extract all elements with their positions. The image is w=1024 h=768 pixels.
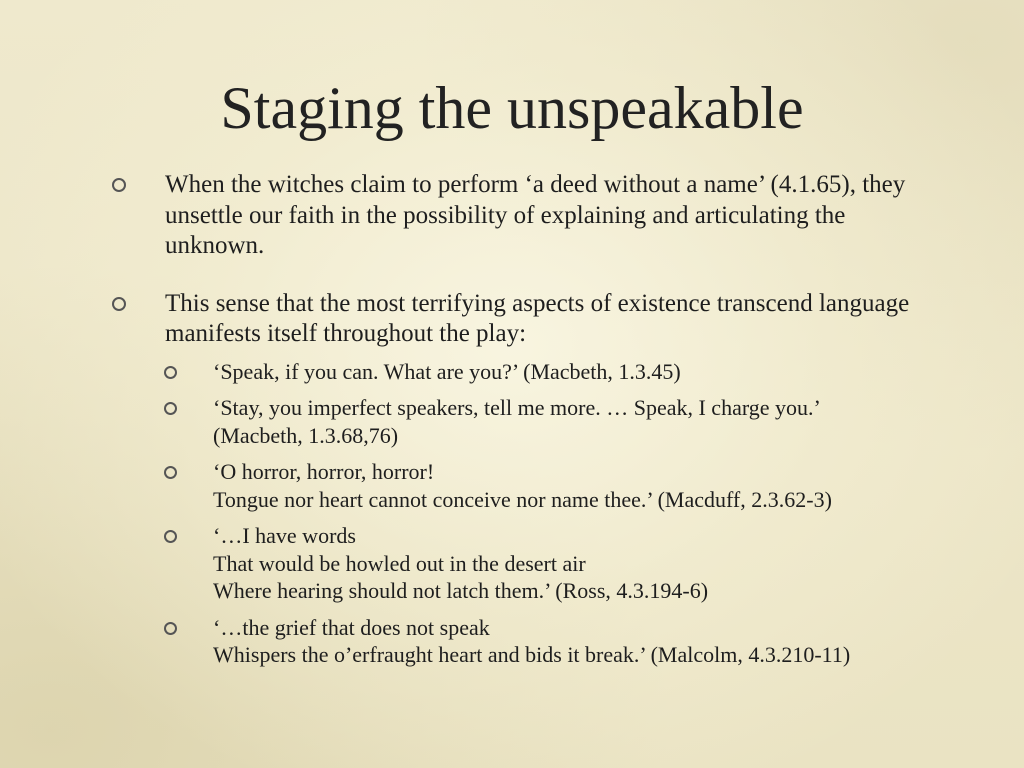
- quote-line: ‘Speak, if you can. What are you?’ (Macbeth, 1.3.45): [213, 358, 681, 384]
- sub-bullet-item: [164, 458, 912, 513]
- quote-line: ‘O horror, horror, horror!: [213, 459, 435, 484]
- bullet-text: This sense that the most terrifying aspects of existence transcend language manifests itself throughout the play:: [165, 289, 910, 347]
- quote-line: Where hearing should not latch them.’ (Ross, 4.3.194-6): [213, 578, 709, 603]
- bullet-text: When the witches claim to perform ‘a deed without a name’ (4.1.65), they unsettle our faith in the possibility of explaining and articulating the unknown.: [165, 171, 906, 259]
- quote-line: Whispers the o’erfraught heart and bids it break.’ (Malcolm, 4.3.210-11): [213, 642, 851, 667]
- hollow-circle-icon: [164, 402, 177, 415]
- hollow-circle-icon: [164, 366, 177, 379]
- sub-bullet-list: [164, 358, 912, 669]
- hollow-circle-icon: [164, 622, 177, 635]
- sub-bullet-item: [164, 614, 912, 669]
- sub-bullet-item: [164, 522, 912, 605]
- hollow-circle-icon: [112, 297, 126, 311]
- sub-bullet-item: [164, 358, 912, 386]
- bullet-item: [112, 289, 912, 669]
- hollow-circle-icon: [112, 178, 126, 192]
- hollow-circle-icon: [164, 530, 177, 543]
- hollow-circle-icon: [164, 466, 177, 479]
- sub-bullet-item: [164, 394, 912, 449]
- slide-title: Staging the unspeakable: [220, 75, 804, 141]
- quote-line: ‘…the grief that does not speak: [213, 614, 490, 640]
- bullet-item: [112, 170, 912, 262]
- slide-body: [112, 170, 912, 669]
- quote-line: ‘…I have words: [213, 523, 356, 548]
- quote-line: That would be howled out in the desert air: [213, 550, 586, 576]
- quote-line: ‘Stay, you imperfect speakers, tell me more. … Speak, I charge you.’ (Macbeth, 1.3.68,76): [213, 395, 820, 448]
- quote-line: Tongue nor heart cannot conceive nor name thee.’ (Macduff, 2.3.62-3): [213, 486, 832, 512]
